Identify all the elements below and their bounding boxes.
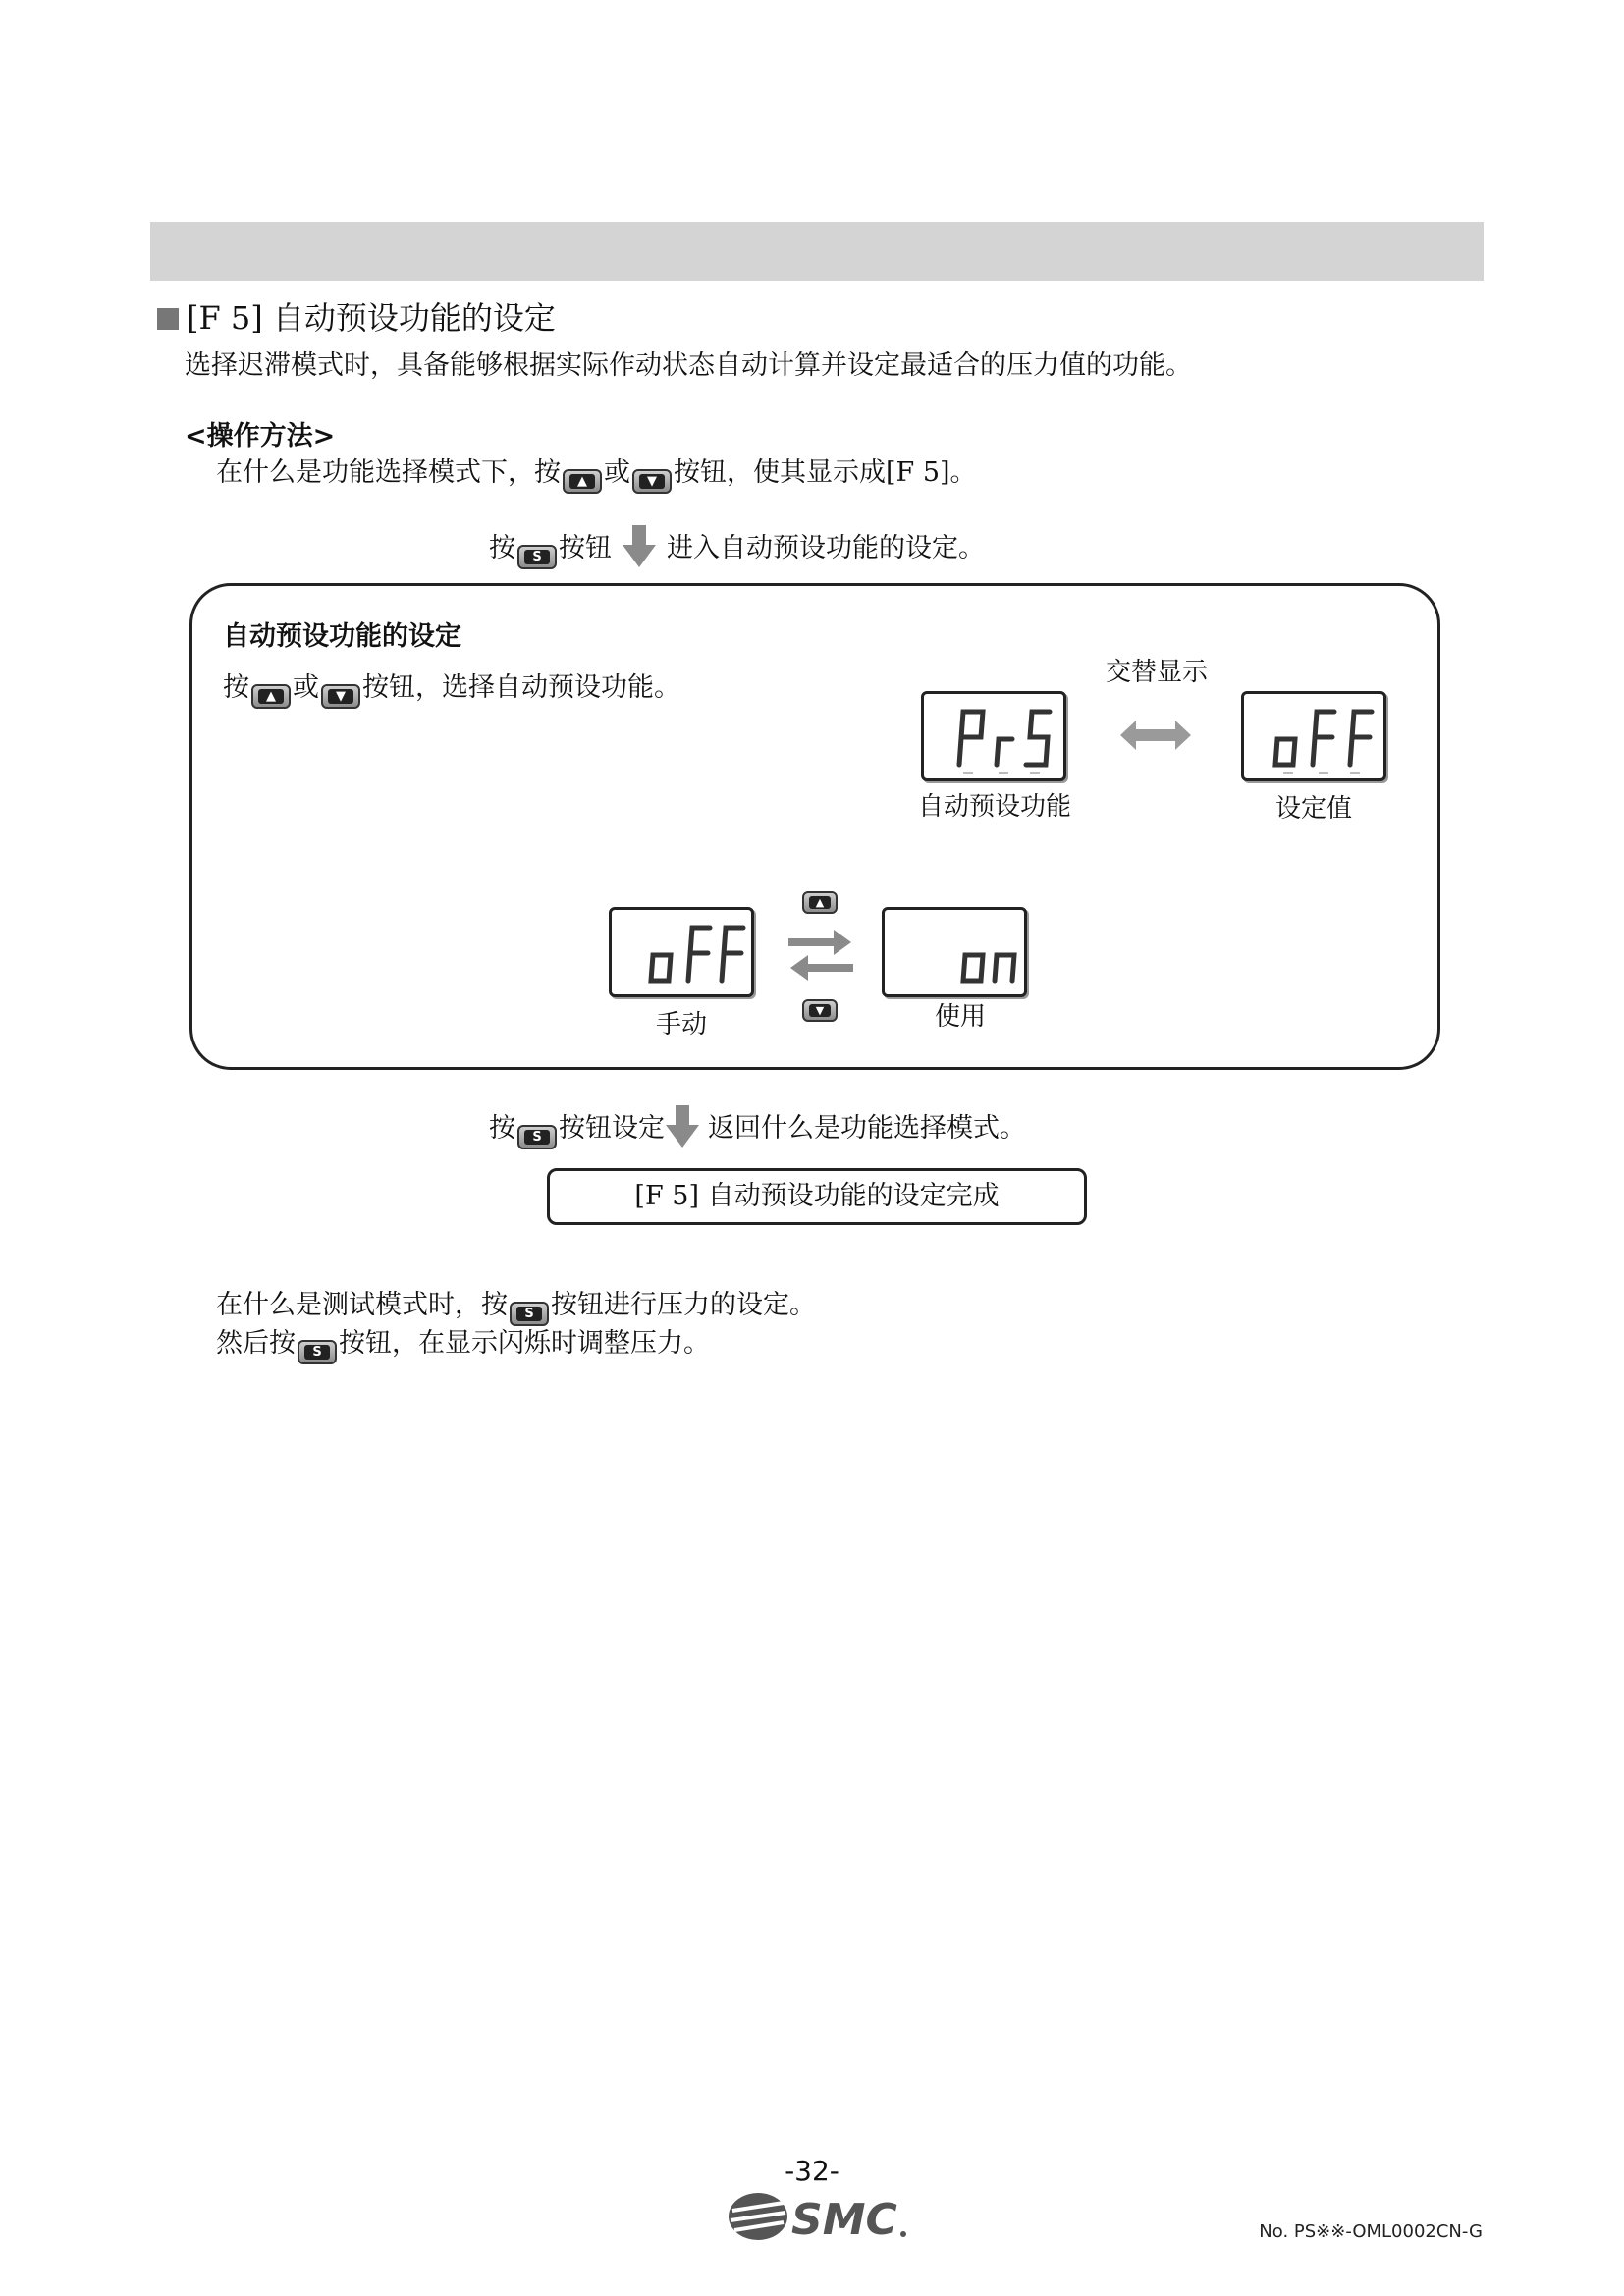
bullet-square-icon: [157, 308, 179, 330]
down-key-icon: ▼: [321, 684, 360, 709]
up-key-small: [800, 887, 839, 914]
section-title: [F 5] 自动预设功能的设定: [157, 298, 556, 338]
up-key-icon: ▲: [802, 891, 838, 914]
lcd-off-manual: [609, 907, 754, 997]
up-key-icon: ▲: [563, 469, 602, 494]
up-key-icon: ▲: [251, 684, 291, 709]
set-key-icon: S: [298, 1340, 337, 1364]
down-key-icon: ▼: [632, 469, 672, 494]
note-line1: 在什么是测试模式时，按 S 按钮进行压力的设定。: [216, 1289, 816, 1326]
alternate-display-label: 交替显示: [1105, 658, 1208, 687]
lcd-on: [882, 907, 1027, 997]
document-number: No. PS※※-OML0002CN-G: [1259, 2221, 1483, 2242]
svg-text:SMC: SMC: [791, 2195, 897, 2244]
toggle-arrows-icon: [788, 927, 853, 982]
down-key-icon: ▼: [802, 999, 838, 1022]
section-header-bar: [150, 222, 1484, 281]
section-description: 选择迟滞模式时，具备能够根据实际作动状态自动计算并设定最适合的压力值的功能。: [185, 350, 1192, 381]
lcd-use-label: 使用: [934, 1002, 986, 1032]
set-key-icon: S: [517, 1125, 557, 1149]
lcd-off-setting: [1241, 691, 1386, 781]
step2-line: 按 S 按钮设定 返回什么是功能选择模式。: [489, 1105, 1026, 1149]
lcd-manual-label: 手动: [655, 1010, 707, 1040]
panel-title: 自动预设功能的设定: [223, 621, 461, 652]
down-arrow-icon: [665, 1105, 700, 1148]
completion-box: [F 5] 自动预设功能的设定完成: [547, 1168, 1087, 1225]
lcd-prs-label: 自动预设功能: [917, 792, 1071, 822]
operation-heading: <操作方法>: [185, 421, 336, 452]
set-key-icon: S: [517, 545, 557, 569]
set-key-icon: S: [510, 1302, 549, 1326]
down-arrow-icon: [622, 525, 657, 568]
page-number: -32-: [785, 2155, 839, 2187]
lcd-prs: [921, 691, 1066, 781]
smc-logo: [727, 2189, 909, 2244]
operation-line1: 在什么是功能选择模式下，按 ▲ 或 ▼ 按钮，使其显示成[F 5]。: [216, 456, 977, 494]
lcd-setvalue-label: 设定值: [1274, 794, 1352, 824]
panel-instruction: 按 ▲ 或 ▼ 按钮，选择自动预设功能。: [223, 671, 680, 709]
down-key-small: [800, 995, 839, 1022]
note-line2: 然后按 S 按钮，在显示闪烁时调整压力。: [216, 1327, 710, 1364]
alternate-arrow-icon: [1120, 719, 1191, 752]
step1-line: 按 S 按钮 进入自动预设功能的设定。: [489, 525, 985, 569]
